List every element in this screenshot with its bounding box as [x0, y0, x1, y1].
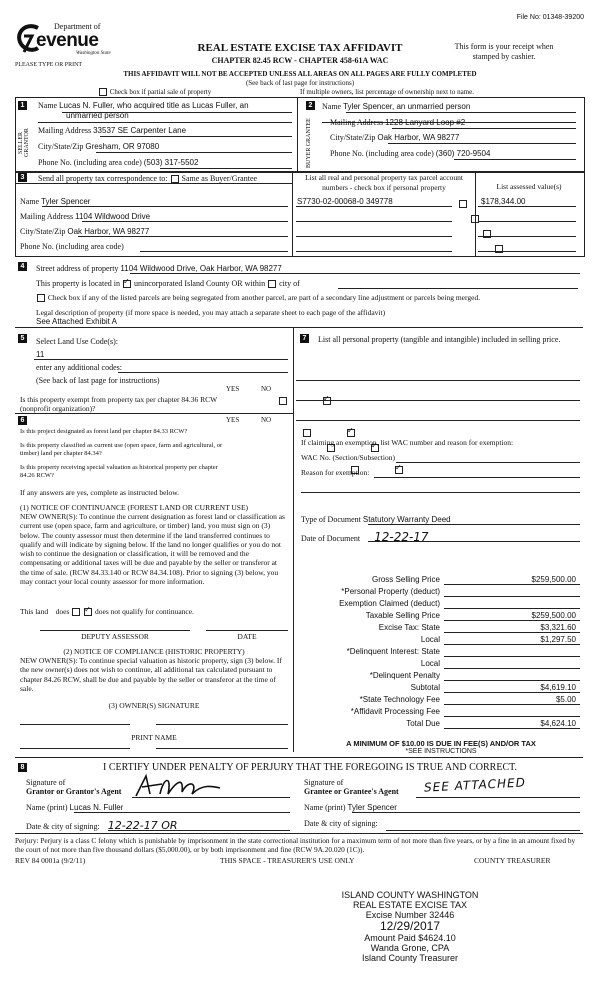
- corr-phone-row: [20, 242, 124, 251]
- does-not-checkbox[interactable]: [84, 608, 92, 616]
- partial-sale: [98, 88, 211, 96]
- tax-row-label: Gross Selling Price: [371, 575, 440, 584]
- buyer-mail-row: [330, 118, 465, 127]
- same-as-buyer-label: Same as Buyer/Grantee: [181, 174, 258, 183]
- owner-signature-label: (3) OWNER(S) SIGNATURE: [108, 701, 200, 710]
- section-1-number: 1: [18, 101, 27, 110]
- corr-name-label: Name: [20, 197, 40, 206]
- tax-row-line: [444, 668, 580, 669]
- tax-row-line: [444, 704, 580, 705]
- corr-name[interactable]: Tyler Spencer: [41, 197, 91, 206]
- grantee-signature-label: [304, 778, 399, 796]
- grantee-date-label: Date & city of signing:: [304, 819, 378, 828]
- section-4-number: 4: [18, 262, 27, 271]
- street-row: [36, 264, 282, 273]
- tax-row-label: *Personal Property (deduct): [341, 587, 440, 596]
- grantee-date-row: [304, 819, 378, 828]
- tax-row-value[interactable]: $4,619.10: [540, 683, 576, 692]
- seller-side-label: SELLER GRANTOR: [18, 128, 30, 158]
- section-7-number: 7: [300, 334, 309, 343]
- seller-name-row: [38, 101, 293, 121]
- forest-no-checkbox[interactable]: [347, 429, 355, 437]
- seller-phone-row: [38, 158, 198, 167]
- buyer-name-row: [322, 102, 470, 111]
- street-address[interactable]: 1104 Wildwood Drive, Oak Harbor, WA 98277: [120, 264, 282, 273]
- buyer-phone[interactable]: (360) 720-9504: [435, 149, 491, 158]
- file-number: File No: 01348-39200: [516, 14, 584, 21]
- stamp-treasurer-name: Wanda Grone, CPA: [370, 943, 450, 953]
- sec5-yes-header: YES: [226, 385, 240, 393]
- form-revision: REV 84 0001a (9/2/11): [15, 856, 86, 865]
- personal-property-label: List all personal property (tangible and intangible) included in selling price.: [318, 335, 561, 344]
- tax-row-label: Local: [420, 659, 440, 668]
- tax-row-label: Exemption Claimed (deduct): [339, 599, 440, 608]
- land-use-code[interactable]: 11: [36, 350, 45, 359]
- multiple-owners: If multiple owners, list percentage of ownership next to name.: [300, 88, 474, 96]
- doc-type[interactable]: Statutory Warranty Deed: [362, 515, 451, 524]
- section-8-number: 8: [18, 763, 27, 772]
- buyer-mail[interactable]: 1228 Lanyard Loop #2: [385, 118, 466, 127]
- notice-continuance-body: NEW OWNER(S): To continue the current designation as forest land or classification as current use (open space, farm and agriculture, or timber) land, you must sign on (3) below. The county assessor must then determine if the land transferred continues to qualify and will indicate by signing below. If the land no longer qualifies or you do not wish to continue the designation or classification, it will be removed and the compensating or additional taxes will be due and payable by the seller or transferor at the time of sale. (RCW 84.33.140 or RCW 84.34.108). Prior to signing (3) below, you may contact your local county assessor for more information.: [20, 512, 285, 587]
- notice-compliance-body: NEW OWNER(S): To continue special valuation as historic property, sign (3) below. If the new owner(s) does not wish to continue, all additional tax calculated pursuant to chapter 84.26 RCW, shall be due and payable by the seller or transferor at the time of sale.: [20, 656, 282, 693]
- grantee-sig-label-a: Signature of: [304, 778, 344, 787]
- buyer-mail-label: Mailing Address: [330, 118, 384, 127]
- same-as-buyer-checkbox[interactable]: [171, 175, 179, 183]
- land-use-label: Select Land Use Code(s):: [36, 337, 118, 346]
- buyer-name[interactable]: Tyler Spencer, an unmarried person: [343, 102, 471, 111]
- grantor-name-row: [26, 803, 123, 812]
- treasurer-stamp: [320, 890, 500, 963]
- exemption-label: If claiming an exemption, list WAC number and reason for exemption:: [301, 438, 514, 447]
- receipt-note: This form is your receipt when stamped by cashier.: [454, 42, 554, 61]
- continuance-row: [20, 607, 194, 616]
- this-land-label: This land: [20, 607, 49, 616]
- tax-row-label: Local: [420, 635, 440, 644]
- tax-row-line: [444, 656, 580, 657]
- see-back: (See back of last page for instructions): [245, 79, 355, 87]
- partial-sale-label: Check box if partial sale of property: [109, 88, 212, 96]
- grantor-signature-scribble[interactable]: [132, 772, 227, 800]
- buyer-city[interactable]: Oak Harbor, WA 98277: [377, 133, 460, 142]
- forest-question: Is this project designated as forest land per chapter 84.33 RCW?: [20, 428, 188, 435]
- buyer-city-label: City/State/Zip: [330, 133, 376, 142]
- tax-row-line: [444, 608, 580, 609]
- legal-description[interactable]: See Attached Exhibit A: [36, 317, 117, 326]
- seller-name-label: Name: [38, 101, 58, 110]
- warning: THIS AFFIDAVIT WILL NOT BE ACCEPTED UNLESS ALL AREAS ON ALL PAGES ARE FULLY COMPLETED: [123, 70, 477, 78]
- land-use-see-back: (See back of last page for instructions): [36, 376, 160, 385]
- county-treasurer: COUNTY TREASURER: [474, 856, 551, 865]
- unincorporated-checkbox[interactable]: [123, 280, 131, 288]
- print-name-label: PRINT NAME: [131, 733, 177, 742]
- if-yes-note: If any answers are yes, complete as instructed below.: [20, 488, 180, 497]
- seller-mail[interactable]: 33537 SE Carpenter Lane: [93, 126, 187, 135]
- current-use-question: Is this property classified as current use (open space, farm and agricultural, or timber) land per chapter 84.34?: [20, 442, 223, 457]
- historic-question: Is this property receiving special valuation as historical property per chapter 84.26 RCW?: [20, 464, 218, 479]
- doc-type-label: Type of Document: [301, 515, 361, 524]
- buyer-city-row: [330, 133, 459, 142]
- section-2-number: 2: [306, 101, 315, 110]
- city-label: city of: [279, 279, 300, 288]
- minimum-due: A MINIMUM OF $10.00 IS DUE IN FEE(S) AND/OR TAX: [346, 739, 536, 748]
- tax-row-value[interactable]: $1,297.50: [540, 635, 576, 644]
- city-checkbox[interactable]: [268, 280, 276, 288]
- tax-row-value[interactable]: $4,624.10: [540, 719, 576, 728]
- seller-phone[interactable]: (503) 317-5502: [143, 158, 199, 167]
- tax-row-line: [444, 716, 580, 717]
- tax-row-line: [444, 596, 580, 597]
- chapter: CHAPTER 82.45 RCW - CHAPTER 458-61A WAC: [211, 56, 389, 65]
- tax-row-value[interactable]: $259,500.00: [531, 575, 576, 584]
- tax-row-line: [444, 644, 580, 645]
- please-type: PLEASE TYPE OR PRINT: [15, 62, 83, 68]
- grantee-sig-label-b: Grantee or Grantee's Agent: [304, 787, 399, 796]
- grantee-signature[interactable]: SEE ATTACHED: [423, 775, 527, 795]
- tax-row-value[interactable]: $259,500.00: [531, 611, 576, 620]
- reason-label: Reason for exemption:: [301, 468, 370, 477]
- corr-label: Send all property tax correspondence to:: [38, 174, 168, 183]
- section-5-number: 5: [18, 334, 27, 343]
- tax-row-label: Taxable Selling Price: [365, 611, 440, 620]
- logo-sub: Washington State: [76, 51, 111, 56]
- grantor-name[interactable]: Lucas N. Fuller: [69, 803, 124, 812]
- doc-date[interactable]: 12-22-17: [374, 530, 429, 544]
- page-title: REAL ESTATE EXCISE TAX AFFIDAVIT: [197, 42, 403, 54]
- grantor-date-label: Date & city of signing:: [26, 822, 100, 831]
- corr-phone-label: Phone No. (including area code): [20, 242, 124, 251]
- assessed-1[interactable]: $178,344.00: [481, 197, 526, 206]
- buyer-phone-label: Phone No. (including area code): [330, 149, 434, 158]
- seller-city-row: [38, 142, 159, 151]
- seller-city[interactable]: Gresham, OR 97080: [85, 142, 160, 151]
- notice-compliance-title: (2) NOTICE OF COMPLIANCE (HISTORIC PROPERTY): [63, 647, 245, 656]
- located-label: This property is located in: [36, 279, 120, 288]
- tax-row-value[interactable]: $3,321.60: [540, 623, 576, 632]
- stamp-tax: REAL ESTATE EXCISE TAX: [352, 900, 468, 910]
- partial-sale-checkbox[interactable]: [99, 88, 107, 96]
- seller-mail-row: [38, 126, 186, 135]
- treasurer-space: THIS SPACE - TREASURER'S USE ONLY: [220, 856, 355, 865]
- street-label: Street address of property: [36, 264, 119, 273]
- forest-yes-checkbox[interactable]: [303, 429, 311, 437]
- tax-row-label: *Delinquent Penalty: [369, 671, 440, 680]
- stamp-amount: Amount Paid $4624.10: [364, 933, 456, 943]
- tax-row-line: [444, 728, 580, 729]
- seller-city-label: City/State/Zip: [38, 142, 84, 151]
- grantor-sig-label-a: Signature of: [26, 778, 66, 787]
- assessed-header: List assessed value(s): [496, 182, 562, 191]
- parcel-header: List all real and personal property tax parcel account numbers - check box if personal property: [305, 173, 463, 192]
- seller-name[interactable]: Lucas N. Fuller, who acquired title as Lucas Fuller, an: [59, 101, 249, 110]
- seller-name-cont[interactable]: unmarried person: [66, 111, 129, 120]
- sec5-no-header: NO: [261, 385, 272, 393]
- doc-type-row: [301, 515, 451, 524]
- tax-row-line: [444, 632, 580, 633]
- segregated-checkbox[interactable]: [37, 294, 45, 302]
- exempt-yes-checkbox[interactable]: [279, 397, 287, 405]
- tax-row-label: Subtotal: [410, 683, 440, 692]
- grantor-date[interactable]: 12-22-17 OR: [107, 819, 178, 832]
- sec6-yes-header: YES: [226, 416, 240, 424]
- tax-row-line: [444, 692, 580, 693]
- tax-row-label: *Affidavit Processing Fee: [350, 707, 440, 716]
- tax-row-label: *Delinquent Interest: State: [346, 647, 440, 656]
- segregated-row: [36, 293, 581, 302]
- corr-city-row: [20, 227, 149, 236]
- logo: [16, 22, 126, 64]
- sec6-no-header: NO: [261, 416, 272, 424]
- logo-name: evenue: [36, 30, 99, 51]
- additional-codes-label: enter any additional codes:: [36, 363, 122, 372]
- personal-property-checkbox-1[interactable]: [459, 200, 467, 208]
- corr-city-label: City/State/Zip: [20, 227, 66, 236]
- does-label: does: [55, 607, 70, 616]
- tax-row-label: Excise Tax: State: [378, 623, 440, 632]
- section-6-number: 6: [18, 416, 27, 425]
- see-instructions: *SEE INSTRUCTIONS: [405, 748, 477, 755]
- buyer-phone-row: [330, 149, 490, 158]
- does-checkbox[interactable]: [72, 608, 80, 616]
- corr-mail[interactable]: 1104 Wildwood Drive: [75, 212, 151, 221]
- doc-date-label: Date of Document: [301, 534, 361, 543]
- perjury-notice: Perjury: Perjury is a class C felony which is punishable by imprisonment in the state correctional institution for a maximum term of not more than five years, or by a fine in an amount fixed by the court of not more than five thousand dollars ($5,000.00), or by both imprisonment and fine (RCW 9A.20.020 (1C)).: [15, 836, 576, 854]
- stamp-excise-number: Excise Number 32446: [365, 910, 455, 920]
- corr-name-row: [20, 197, 90, 206]
- logo-dept: Department of: [54, 22, 101, 31]
- corr-city[interactable]: Oak Harbor, WA 98277: [67, 227, 150, 236]
- section-3-number: 3: [18, 173, 27, 182]
- tax-row-line: [444, 584, 580, 585]
- seller-mail-label: Mailing Address: [38, 126, 92, 135]
- corr-header: [38, 174, 257, 183]
- grantor-name-label: Name (print): [26, 803, 68, 812]
- legal-label: Legal description of property (if more space is needed, you may attach a separate sheet to each page of the affidavit): [36, 308, 386, 317]
- tax-row-value[interactable]: $5.00: [555, 695, 576, 704]
- exempt-question: Is this property exempt from property tax per chapter 84.36 RCW (nonprofit organization)?: [20, 395, 218, 413]
- location-row: [36, 279, 300, 288]
- corr-mail-label: Mailing Address: [20, 212, 74, 221]
- grantor-signature-label: [26, 778, 121, 796]
- stamp-treasurer-title: Island County Treasurer: [361, 953, 459, 963]
- notice-continuance-title: (1) NOTICE OF CONTINUANCE (FOREST LAND OR CURRENT USE): [20, 503, 249, 512]
- corr-mail-row: [20, 212, 150, 221]
- grantee-name-label: Name (print): [304, 803, 346, 812]
- does-not-label: does not qualify for continuance.: [95, 607, 194, 616]
- buyer-name-label: Name: [322, 102, 342, 111]
- deputy-assessor-label: DEPUTY ASSESSOR: [81, 632, 149, 641]
- certify-statement: I CERTIFY UNDER PENALTY OF PERJURY THAT THE FOREGOING IS TRUE AND CORRECT.: [103, 762, 517, 773]
- grantor-sig-label-b: Grantor or Grantor's Agent: [26, 787, 122, 796]
- deputy-date-label: DATE: [237, 632, 257, 641]
- grantee-name-row: [304, 803, 397, 812]
- stamp-date: 12/29/2017: [379, 919, 441, 933]
- unincorporated-label: unincorporated Island County OR within: [133, 279, 266, 288]
- segregated-label: Check box if any of the listed parcels are being segregated from another parcel, are part of a secondary line adjustment or parcels being merged.: [47, 293, 481, 302]
- buyer-side-label: BUYER GRANTEE: [306, 118, 312, 168]
- tax-row-label: *State Technology Fee: [359, 695, 440, 704]
- tax-row-label: Total Due: [406, 719, 440, 728]
- tax-row-line: [444, 620, 580, 621]
- seller-phone-label: Phone No. (including area code): [38, 158, 142, 167]
- exempt-no-checkbox[interactable]: [323, 397, 331, 405]
- parcel-1[interactable]: S7730-02-00068-0 349778: [297, 197, 393, 206]
- grantee-name[interactable]: Tyler Spencer: [347, 803, 397, 812]
- historic-no-checkbox[interactable]: [395, 466, 403, 474]
- tax-row-line: [444, 680, 580, 681]
- stamp-county: ISLAND COUNTY WASHINGTON: [341, 890, 479, 900]
- wac-label: WAC No. (Section/Subsection): [301, 453, 395, 462]
